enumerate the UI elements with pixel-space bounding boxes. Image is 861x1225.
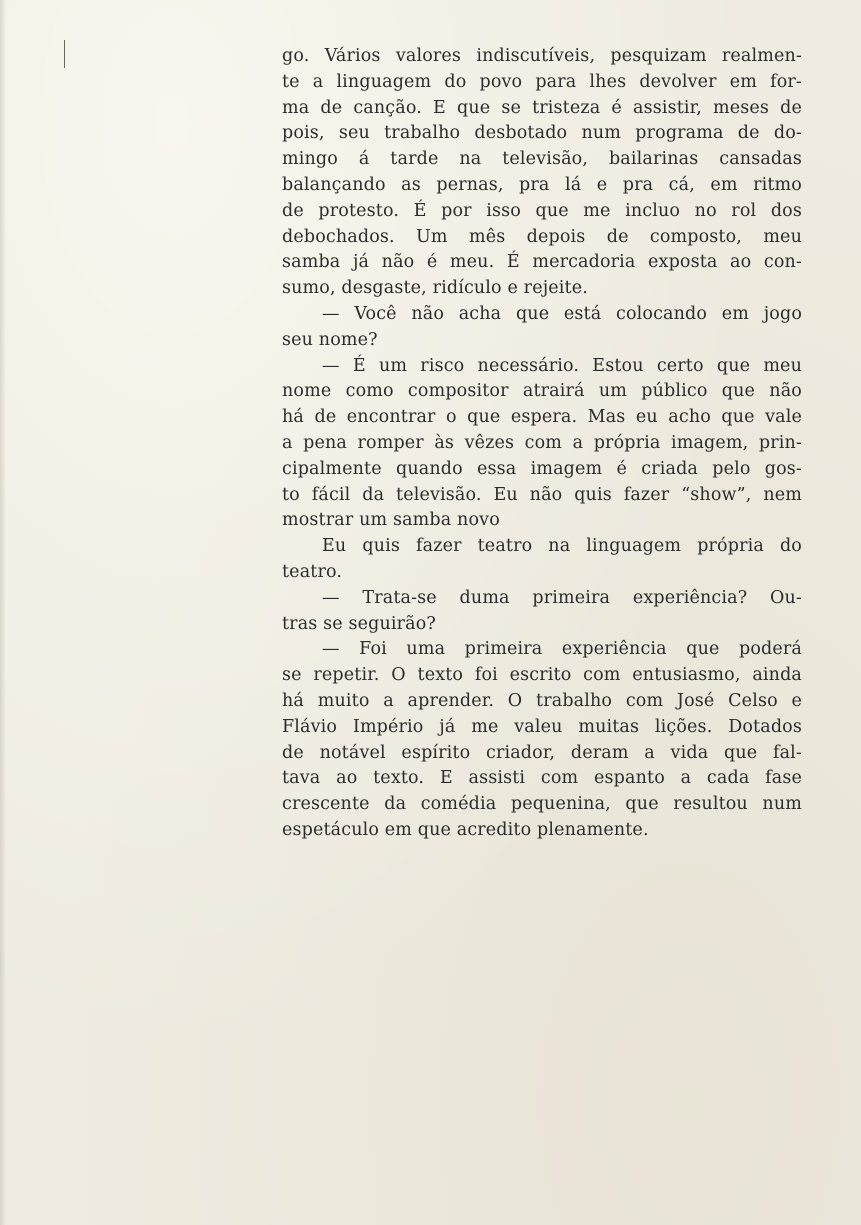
- text-line: Flávio Império já me valeu muitas lições. Dotados: [282, 716, 802, 737]
- text-line: há de encontrar o que espera. Mas eu acho que vale: [282, 407, 802, 428]
- text-line: to fácil da televisão. Eu não quis fazer “show”, nem: [282, 484, 802, 505]
- text-line: cipalmente quando essa imagem é criada pelo gos-: [282, 458, 802, 479]
- text-line: samba já não é meu. É mercadoria exposta ao con-: [282, 252, 802, 273]
- text-line: — Trata-se duma primeira experiência? Ou-: [322, 587, 802, 608]
- text-line: se repetir. O texto foi escrito com entusiasmo, ainda: [282, 665, 802, 686]
- text-line: te a linguagem do povo para lhes devolver em for-: [282, 71, 802, 92]
- text-line: mostrar um samba novo: [282, 510, 500, 531]
- text-line: seu nome?: [282, 329, 378, 350]
- text-line: go. Vários valores indiscutíveis, pesquizam realmen-: [282, 46, 802, 66]
- text-line: teatro.: [282, 561, 343, 582]
- text-line: crescente da comédia pequenina, que resultou num: [282, 794, 802, 815]
- text-line: tava ao texto. E assisti com espanto a cada fase: [282, 768, 802, 789]
- text-line: de protesto. É por isso que me incluo no rol dos: [282, 200, 802, 221]
- text-line: — Você não acha que está colocando em jogo: [322, 303, 802, 324]
- text-line: debochados. Um mês depois de composto, meu: [282, 226, 802, 247]
- text-line: mingo á tarde na televisão, bailarinas cansadas: [282, 149, 802, 170]
- text-line: — Foi uma primeira experiência que poderá: [322, 639, 802, 660]
- body-text: [282, 44, 802, 844]
- text-line: tras se seguirão?: [282, 613, 436, 634]
- text-line: a pena romper às vêzes com a própria imagem, prin-: [282, 432, 802, 453]
- text-line: nome como compositor atrairá um público que não: [282, 381, 802, 402]
- page-edge-shadow: [0, 0, 6, 1225]
- text-line: há muito a aprender. O trabalho com José Celso e: [282, 690, 802, 711]
- text-line: sumo, desgaste, ridículo e rejeite.: [282, 278, 588, 299]
- text-line: espetáculo em que acredito plenamente.: [282, 819, 649, 840]
- binding-mark: [64, 40, 65, 68]
- text-line: ma de canção. E que se tristeza é assistir, meses de: [282, 97, 802, 118]
- text-line: pois, seu trabalho desbotado num programa de do-: [282, 123, 802, 144]
- text-line: — É um risco necessário. Estou certo que meu: [322, 355, 802, 376]
- text-line: de notável espírito criador, deram a vida que fal-: [282, 742, 802, 763]
- text-line: Eu quis fazer teatro na linguagem própria do: [322, 536, 802, 557]
- text-line: balançando as pernas, pra lá e pra cá, em ritmo: [282, 174, 802, 195]
